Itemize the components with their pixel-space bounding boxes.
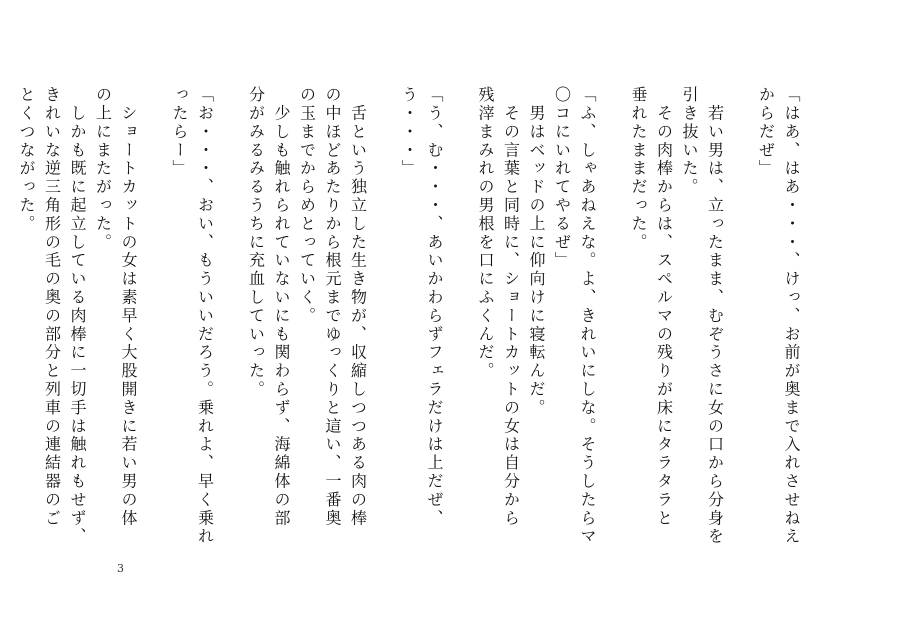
text-line: しかも既に起立している肉棒に一切手は触れもせず、: [68, 86, 87, 546]
text-line: の玉までからめとっていく。: [297, 86, 317, 326]
text-line: からだぜ」: [756, 86, 776, 178]
text-line: その言葉と同時に、ショートカットの女は自分から: [501, 86, 521, 528]
text-line: ショートカットの女は素早く大股開きに若い男の体: [119, 86, 138, 528]
text-line: 「はあ、はあ・・・、けっ、お前が奥まで入れさせねえ: [782, 86, 801, 546]
text-line: 「う、む・・・、あいかわらずフェラだけは上だぜ、う・・・」: [399, 86, 444, 528]
text-line: ったらー」: [170, 86, 189, 178]
text-line: きれいな逆三角形の毛の奥の部分と列車の連結器のご: [42, 86, 62, 528]
text-line: 男はベッドの上に仰向けに寝転んだ。: [527, 86, 546, 418]
text-line: の上にまたがった。: [93, 86, 113, 252]
text-line: とくつながった。: [17, 86, 36, 234]
text-line: 「ふ、しゃあねえな。よ、きれいにしな。そうしたらマ: [578, 86, 597, 546]
text-line: 〇コにいれてやるぜ」: [552, 86, 572, 270]
text-line: その肉棒からは、スペルマの残りが床にタラタラと: [654, 86, 674, 528]
text-line: 「お・・・、おい、もういいだろう。乗れよ、早く乗れ: [195, 86, 215, 546]
text-line: 垂れたままだった。: [629, 86, 648, 252]
text-line: 分がみるみるうちに充血していった。: [246, 86, 266, 399]
page-number: 3: [117, 562, 124, 575]
vertical-text-body: [14, 86, 805, 556]
text-line: 少しも触れられていないにも関わらず、海綿体の部: [272, 86, 291, 528]
text-line: 残滓まみれの男根を口にふくんだ。: [476, 86, 495, 381]
text-line: 引き抜いた。: [680, 86, 699, 197]
text-line: 若い男は、立ったまま、むぞうさに女の口から分身を: [705, 86, 725, 546]
text-line: 舌という独立した生き物が、収縮しつつある肉の棒: [348, 86, 368, 528]
text-line: の中ほどあたりから根元までゆっくりと這い、一番奥: [323, 86, 342, 528]
